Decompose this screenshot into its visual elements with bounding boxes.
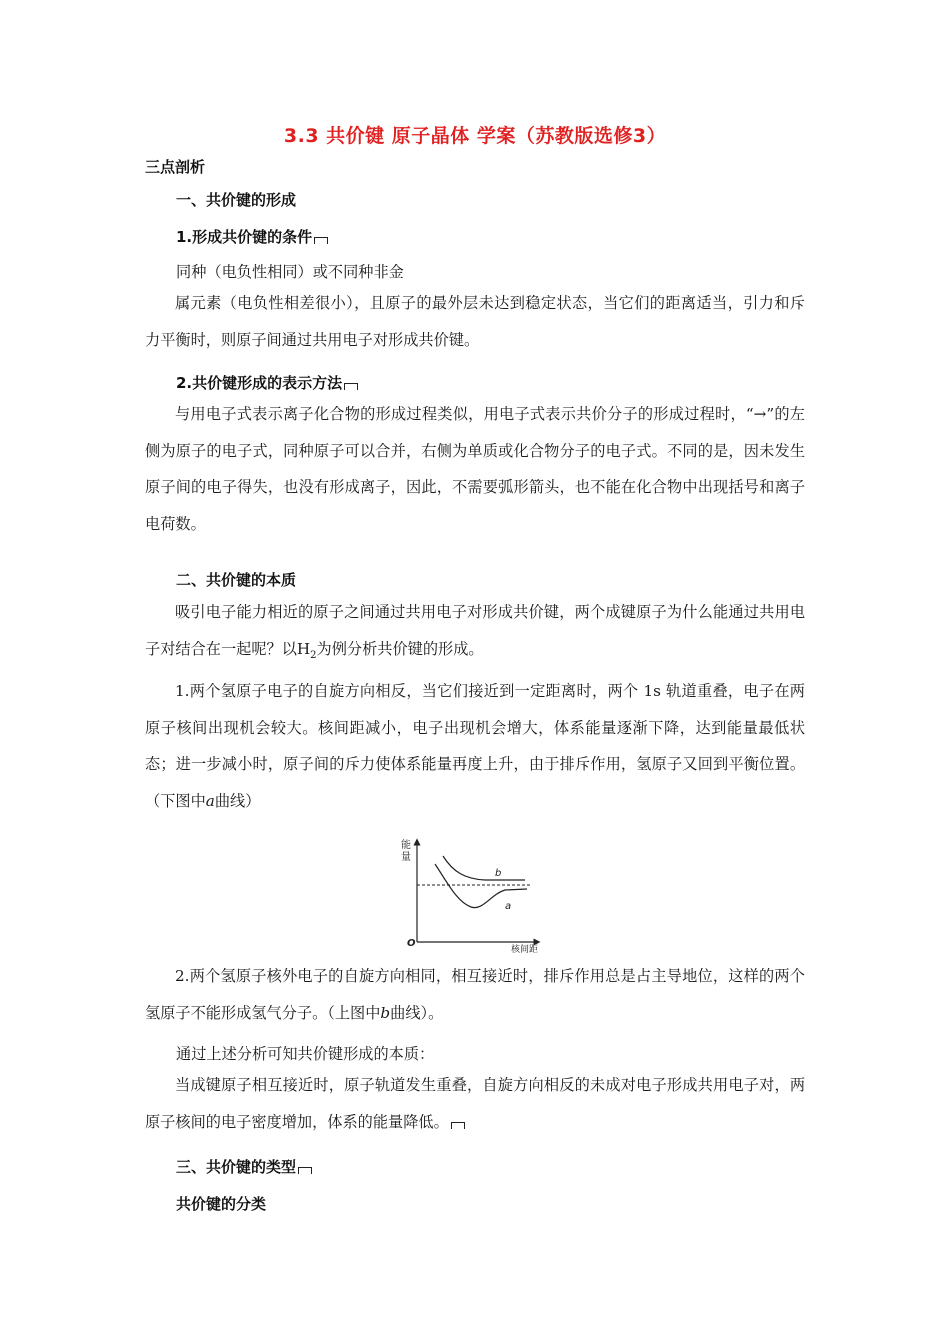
heading-covalent-bond-types: 三、共价键的类型 <box>176 1156 312 1177</box>
subheading-conditions: 1.形成共价键的条件 <box>176 226 328 247</box>
paragraph-conditions-line1: 同种（电负性相同）或不同种非金 <box>176 263 404 281</box>
paragraph-same-spin: 2.两个氢原子核外电子的自旋方向相同，相互接近时，排斥作用总是占主导地位，这样的两个氢原子不能形成氢气分子。（上图中b曲线）。 <box>145 967 805 1022</box>
subheading-classification: 共价键的分类 <box>176 1195 267 1213</box>
curve-a <box>435 864 527 908</box>
mark-icon <box>298 1167 312 1174</box>
mark-icon <box>314 237 328 244</box>
heading-covalent-bond-nature: 二、共价键的本质 <box>176 571 297 589</box>
mark-icon <box>344 383 358 390</box>
curve-b-label: b <box>495 868 502 879</box>
paragraph-representation: 与用电子式表示离子化合物的形成过程类似，用电子式表示共价分子的形成过程时，“→”的左侧为原子的电子式，同种原子可以合并，右侧为单质或化合物分子的电子式。不同的是，因未发生原子间的电子得失，也没有形成离子，因此，不需要弧形箭头，也不能在化合物中出现括号和离子电荷数。 <box>145 405 805 533</box>
energy-curve-figure <box>395 834 555 954</box>
origin-label: O <box>407 938 416 949</box>
subheading-representation: 2.共价键形成的表示方法 <box>176 372 358 393</box>
paragraph-opposite-spin: 1.两个氢原子电子的自旋方向相反，当它们接近到一定距离时，两个 1s 轨道重叠，电子在两原子核间出现机会较大。核间距减小，电子出现机会增大，体系能量逐渐下降，达到能量最低状态；进一步减小时，原子间的斥力使体系能量再度上升，由于排斥作用，氢原子又回到平衡位置。（下图中a曲线） <box>145 682 805 810</box>
heading-covalent-bond-formation: 一、共价键的形成 <box>176 191 297 209</box>
paragraph-essence: 当成键原子相互接近时，原子轨道发生重叠，自旋方向相反的未成对电子形成共用电子对，两原子核间的电子密度增加，体系的能量降低。 <box>145 1076 805 1131</box>
y-axis-label-1: 能 <box>401 840 411 851</box>
y-axis-label-2: 量 <box>401 852 411 863</box>
section-label: 三点剖析 <box>145 158 206 176</box>
paragraph-conditions: 属元素（电负性相差很小），且原子的最外层未达到稳定状态，当它们的距离适当，引力和斥力平衡时，则原子间通过共用电子对形成共价键。 <box>145 294 805 349</box>
curve-b <box>443 856 525 880</box>
page-title: 3.3 共价键 原子晶体 学案（苏教版选修3） <box>283 125 667 147</box>
paragraph-nature-intro: 吸引电子能力相近的原子之间通过共用电子对形成共价键，两个成键原子为什么能通过共用电子对结合在一起呢？以$H_2$为例分析共价键的形成。 <box>145 603 805 661</box>
mark-icon <box>451 1122 465 1129</box>
x-axis-label: 核间距 <box>511 945 539 954</box>
curve-a-label: a <box>505 901 512 912</box>
paragraph-summary-lead: 通过上述分析可知共价键形成的本质： <box>176 1045 435 1063</box>
